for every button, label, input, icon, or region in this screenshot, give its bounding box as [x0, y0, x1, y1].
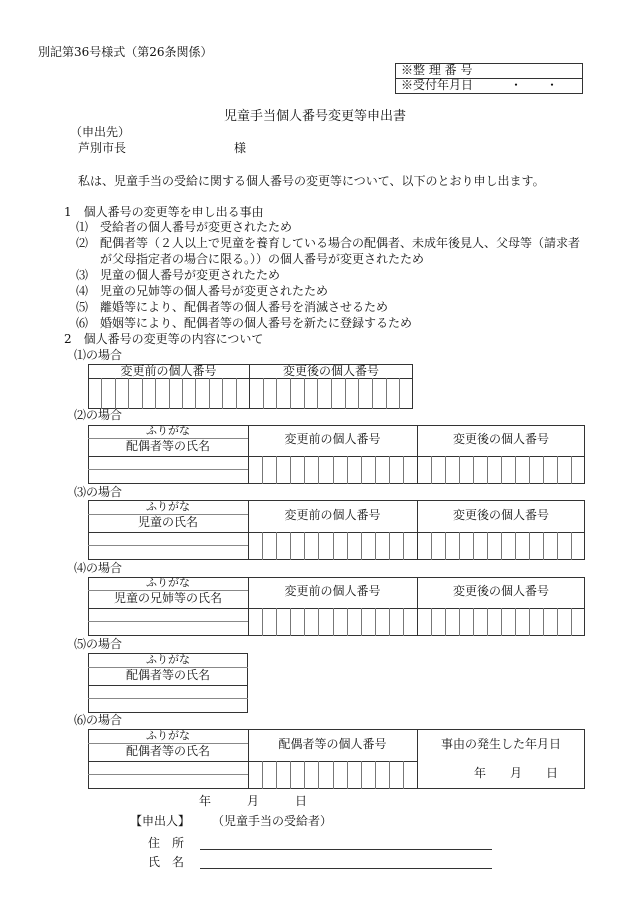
reason-4-text: 児童の兄姉等の個人番号が変更されたため [100, 284, 329, 298]
address-label: 住 所 [148, 836, 185, 850]
digit-cell-divider [333, 761, 334, 789]
case2-label: ⑵の場合 [74, 408, 123, 422]
digit-cell-divider [169, 378, 170, 409]
case3-after-number-field[interactable] [417, 532, 585, 560]
case1-after-number-field[interactable] [249, 378, 413, 409]
digit-cell-divider [304, 532, 305, 560]
digit-cell-divider [403, 761, 404, 789]
digit-cell-divider [487, 456, 488, 484]
section2-heading: 2 個人番号の変更等の内容について [64, 332, 264, 346]
digit-cell-divider [262, 761, 263, 789]
digit-cell-divider [557, 608, 558, 636]
case6-label: ⑹の場合 [74, 713, 123, 727]
digit-cell-divider [347, 608, 348, 636]
digit-cell-divider [473, 608, 474, 636]
digit-cell-divider [333, 608, 334, 636]
digit-cell-divider [459, 532, 460, 560]
digit-cell-divider [318, 761, 319, 789]
case6-date-header: 事由の発生した年月日 [440, 737, 561, 751]
document-title: 児童手当個人番号変更等申出書 [223, 109, 406, 124]
digit-cell-divider [431, 532, 432, 560]
name-label: 氏 名 [148, 855, 185, 869]
reason-1-num: ⑴ [76, 220, 89, 234]
case6-name-field[interactable] [89, 775, 247, 788]
case4-before-header: 変更前の個人番号 [284, 584, 381, 598]
reason-2-text-cont: が父母指定者の場合に限る。））の個人番号が変更されたため [100, 252, 425, 266]
digit-cell-divider [290, 456, 291, 484]
digit-cell-divider [182, 378, 183, 409]
digit-cell-divider [557, 456, 558, 484]
digit-cell-divider [333, 456, 334, 484]
digit-cell-divider [529, 532, 530, 560]
case2-after-header: 変更後の個人番号 [452, 432, 549, 446]
digit-cell-divider [445, 608, 446, 636]
address-field[interactable] [200, 849, 492, 850]
section1-heading: 1 個人番号の変更等を申し出る事由 [64, 205, 264, 219]
digit-cell-divider [276, 532, 277, 560]
case2-before-number-field[interactable] [248, 456, 417, 484]
reason-4-num: ⑷ [76, 284, 89, 298]
case3-label: ⑶の場合 [74, 485, 123, 499]
digit-cell-divider [386, 378, 387, 409]
case3-name-field[interactable] [89, 546, 247, 559]
case3-furigana-header: ふりがな [146, 500, 190, 513]
office-date-dots: ・ ・ [510, 78, 559, 92]
digit-cell-divider [501, 608, 502, 636]
digit-cell-divider [304, 608, 305, 636]
submission-date[interactable]: 年 月 日 [199, 794, 308, 808]
digit-cell-divider [501, 532, 502, 560]
digit-cell-divider [262, 608, 263, 636]
case4-furigana-header: ふりがな [146, 576, 190, 589]
digit-cell-divider [372, 378, 373, 409]
digit-cell-divider [236, 378, 237, 409]
case5-furigana-field[interactable] [89, 686, 247, 698]
reason-2-text: 配偶者等（２人以上で児童を養育している場合の配偶者、未成年後見人、父母等（請求者 [100, 236, 581, 250]
case4-name-field[interactable] [89, 622, 247, 635]
digit-cell-divider [445, 456, 446, 484]
reason-5-text: 離婚等により、配偶者等の個人番号を消滅させるため [100, 300, 389, 314]
case6-number-field[interactable] [248, 761, 417, 789]
case4-furigana-field[interactable] [89, 609, 247, 621]
name-field[interactable] [200, 868, 492, 869]
digit-cell-divider [431, 456, 432, 484]
case1-label: ⑴の場合 [74, 348, 123, 362]
reason-2-num: ⑵ [76, 236, 89, 250]
case6-name-header: 配偶者等の氏名 [125, 744, 210, 758]
digit-cell-divider [529, 608, 530, 636]
digit-cell-divider [375, 532, 376, 560]
reason-6-text: 婚姻等により、配偶者等の個人番号を新たに登録するため [100, 316, 413, 330]
digit-cell-divider [459, 456, 460, 484]
digit-cell-divider [304, 378, 305, 409]
case4-after-number-field[interactable] [417, 608, 585, 636]
case1-before-number-field[interactable] [88, 378, 249, 409]
case2-name-header: 配偶者等の氏名 [125, 439, 210, 453]
office-date-label: ※受付年月日 [401, 78, 474, 92]
case4-before-number-field[interactable] [248, 608, 417, 636]
digit-cell-divider [515, 456, 516, 484]
digit-cell-divider [195, 378, 196, 409]
case6-date-field[interactable]: 年 月 日 [474, 766, 559, 780]
digit-cell-divider [389, 608, 390, 636]
digit-cell-divider [276, 378, 277, 409]
case2-furigana-field[interactable] [89, 457, 247, 469]
digit-cell-divider [501, 456, 502, 484]
digit-cell-divider [361, 456, 362, 484]
digit-cell-divider [487, 532, 488, 560]
case2-furigana-header: ふりがな [146, 424, 190, 437]
digit-cell-divider [543, 456, 544, 484]
digit-cell-divider [333, 532, 334, 560]
digit-cell-divider [304, 761, 305, 789]
recipient-label: （申出先） [70, 125, 131, 139]
digit-cell-divider [318, 532, 319, 560]
case1-before-header: 変更前の個人番号 [120, 364, 217, 378]
case4-after-header: 変更後の個人番号 [452, 584, 549, 598]
digit-cell-divider [155, 378, 156, 409]
digit-cell-divider [347, 532, 348, 560]
digit-cell-divider [318, 608, 319, 636]
case6-number-header: 配偶者等の個人番号 [278, 737, 387, 751]
digit-cell-divider [347, 761, 348, 789]
digit-cell-divider [276, 608, 277, 636]
reason-1-text: 受給者の個人番号が変更されたため [100, 220, 293, 234]
digit-cell-divider [529, 456, 530, 484]
applicant-note: （児童手当の受給者） [212, 814, 333, 828]
digit-cell-divider [557, 532, 558, 560]
digit-cell-divider [358, 378, 359, 409]
digit-cell-divider [375, 456, 376, 484]
digit-cell-divider [142, 378, 143, 409]
form-id: 別記第36号様式（第26条関係） [38, 45, 213, 59]
digit-cell-divider [403, 456, 404, 484]
digit-cell-divider [571, 608, 572, 636]
case1-after-header: 変更後の個人番号 [282, 364, 379, 378]
case4-name-header: 児童の兄姉等の氏名 [113, 591, 222, 605]
case5-label: ⑸の場合 [74, 637, 123, 651]
digit-cell-divider [375, 608, 376, 636]
applicant-label: 【申出人】 [130, 814, 191, 828]
digit-cell-divider [515, 532, 516, 560]
digit-cell-divider [262, 532, 263, 560]
case2-name-field[interactable] [89, 470, 247, 483]
digit-cell-divider [473, 532, 474, 560]
digit-cell-divider [290, 761, 291, 789]
digit-cell-divider [276, 761, 277, 789]
case3-furigana-field[interactable] [89, 533, 247, 545]
reason-6-num: ⑹ [76, 316, 89, 330]
case5-name-field[interactable] [89, 699, 247, 712]
digit-cell-divider [304, 456, 305, 484]
digit-cell-divider [403, 608, 404, 636]
reason-3-num: ⑶ [76, 268, 89, 282]
case2-after-number-field[interactable] [417, 456, 585, 484]
digit-cell-divider [331, 378, 332, 409]
digit-cell-divider [276, 456, 277, 484]
digit-cell-divider [389, 761, 390, 789]
digit-cell-divider [361, 761, 362, 789]
digit-cell-divider [571, 532, 572, 560]
digit-cell-divider [290, 378, 291, 409]
digit-cell-divider [101, 378, 102, 409]
reason-3-text: 児童の個人番号が変更されたため [100, 268, 281, 282]
digit-cell-divider [389, 532, 390, 560]
case3-name-header: 児童の氏名 [137, 515, 198, 529]
digit-cell-divider [361, 532, 362, 560]
case5-furigana-header: ふりがな [146, 653, 190, 666]
digit-cell-divider [345, 378, 346, 409]
digit-cell-divider [222, 378, 223, 409]
case5-name-header: 配偶者等の氏名 [125, 668, 210, 682]
digit-cell-divider [445, 532, 446, 560]
reason-5-num: ⑸ [76, 300, 89, 314]
digit-cell-divider [375, 761, 376, 789]
digit-cell-divider [543, 532, 544, 560]
digit-cell-divider [290, 608, 291, 636]
intro-text: 私は、児童手当の受給に関する個人番号の変更等について、以下のとおり申し出ます。 [78, 174, 545, 188]
digit-cell-divider [487, 608, 488, 636]
office-number-label: ※整 理 番 号 [401, 63, 473, 77]
digit-cell-divider [403, 532, 404, 560]
digit-cell-divider [262, 456, 263, 484]
recipient-honorific: 様 [234, 141, 247, 155]
digit-cell-divider [473, 456, 474, 484]
digit-cell-divider [361, 608, 362, 636]
case2-before-header: 変更前の個人番号 [284, 432, 381, 446]
digit-cell-divider [317, 378, 318, 409]
digit-cell-divider [209, 378, 210, 409]
digit-cell-divider [263, 378, 264, 409]
digit-cell-divider [515, 608, 516, 636]
digit-cell-divider [290, 532, 291, 560]
case4-label: ⑷の場合 [74, 561, 123, 575]
digit-cell-divider [399, 378, 400, 409]
digit-cell-divider [318, 456, 319, 484]
case6-furigana-header: ふりがな [146, 729, 190, 742]
digit-cell-divider [115, 378, 116, 409]
digit-cell-divider [347, 456, 348, 484]
digit-cell-divider [459, 608, 460, 636]
digit-cell-divider [543, 608, 544, 636]
recipient-name: 芦別市長 [78, 141, 127, 155]
case3-after-header: 変更後の個人番号 [452, 508, 549, 522]
case3-before-number-field[interactable] [248, 532, 417, 560]
digit-cell-divider [389, 456, 390, 484]
case3-before-header: 変更前の個人番号 [284, 508, 381, 522]
case6-furigana-field[interactable] [89, 762, 247, 774]
digit-cell-divider [431, 608, 432, 636]
digit-cell-divider [128, 378, 129, 409]
digit-cell-divider [571, 456, 572, 484]
